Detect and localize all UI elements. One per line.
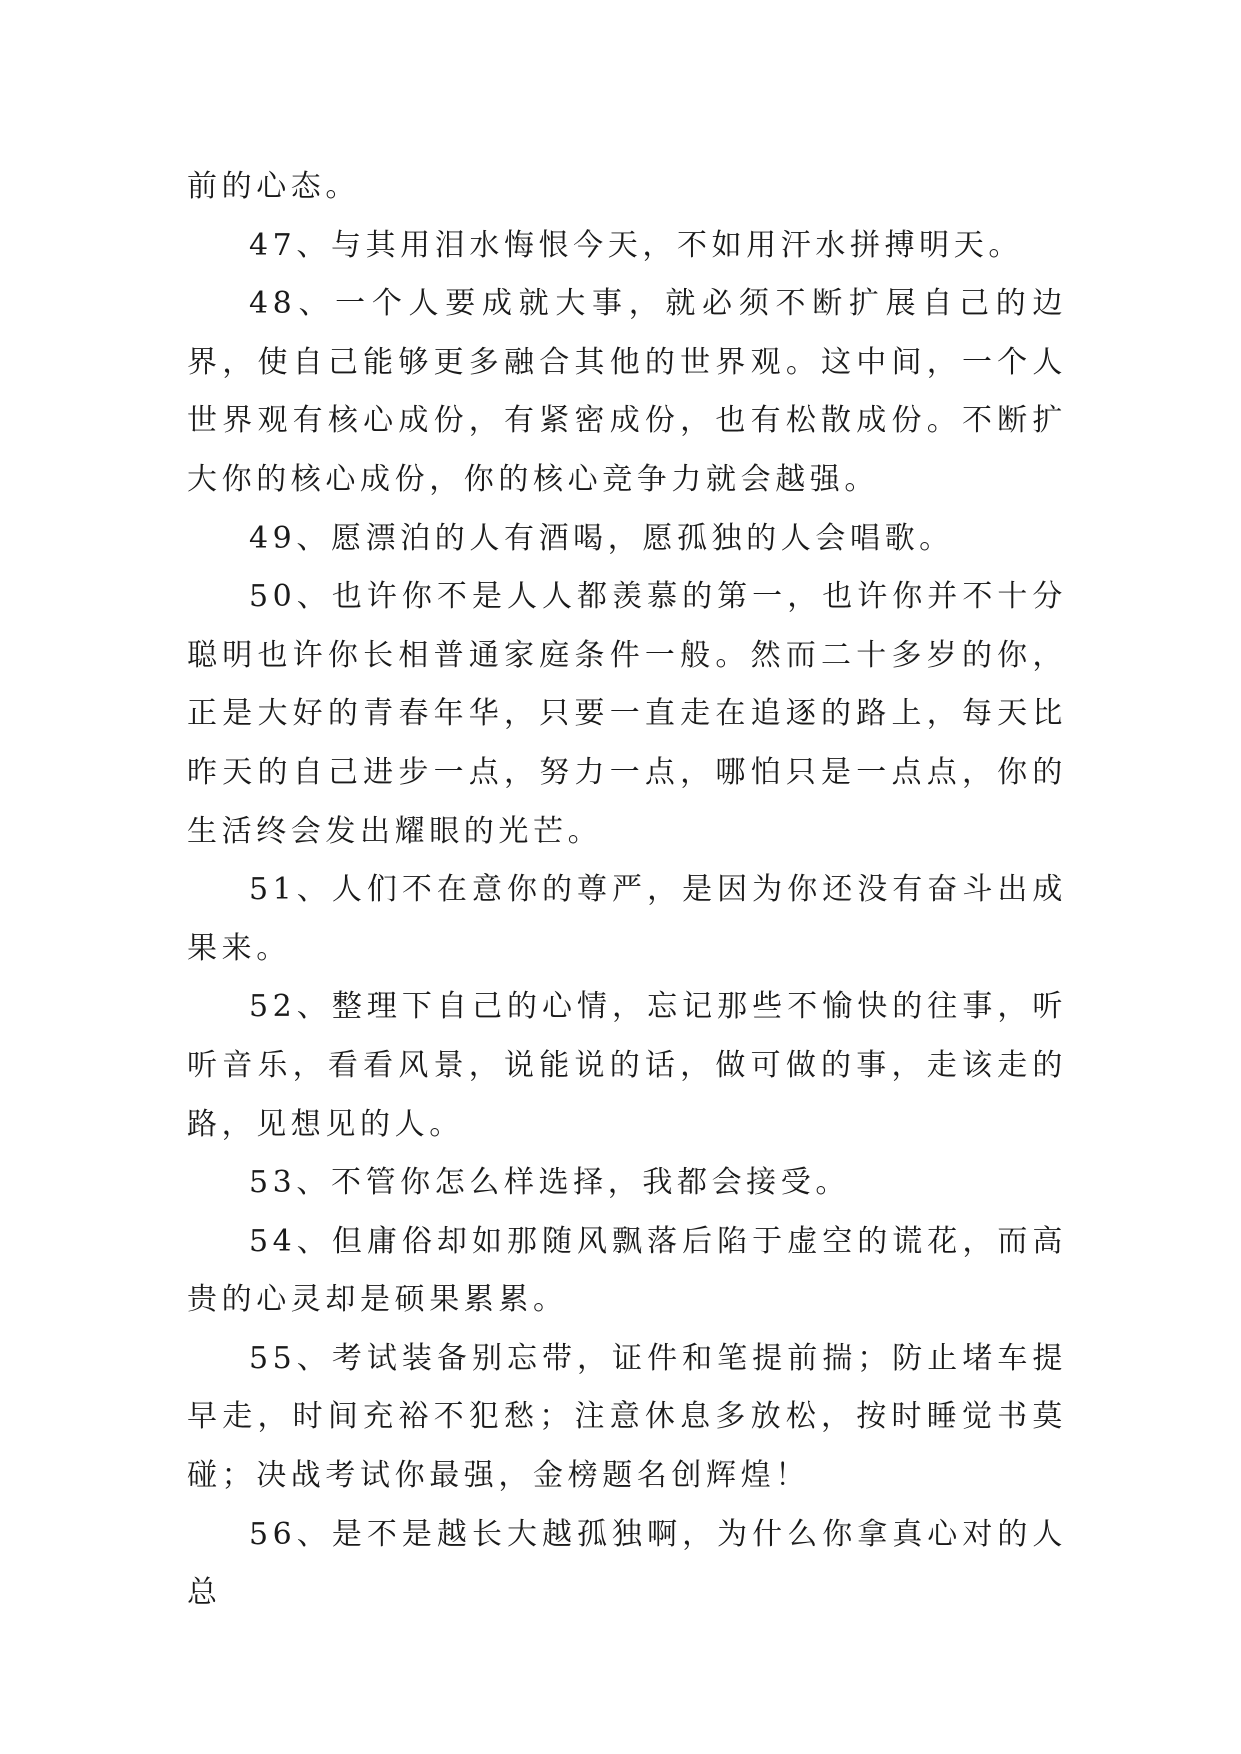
paragraph-54: 54、但庸俗却如那随风飘落后陷于虚空的谎花，而高贵的心灵却是硕果累累。 [187,1223,1067,1318]
document-body [187,158,1067,1623]
paragraph-51: 51、人们不在意你的尊严，是因为你还没有奋斗出成果来。 [187,872,1067,966]
paragraph-48: 48、一个人要成就大事，就必须不断扩展自己的边界，使自己能够更多融合其他的世界观。这中间，一个人世界观有核心成份，有紧密成份，也有松散成份。不断扩大你的核心成份，你的核心竞争力就会越强。 [187,286,1067,497]
paragraph-56: 56、是不是越长大越孤独啊，为什么你拿真心对的人总 [187,1516,1067,1611]
paragraph-0: 前的心态。 [187,169,360,204]
paragraph-52: 52、整理下自己的心情，忘记那些不愉快的往事，听听音乐，看看风景，说能说的话，做可做的事，走该走的路，见想见的人。 [187,989,1067,1142]
paragraph-47: 47、与其用泪水悔恨今天，不如用汗水拼搏明天。 [249,227,1023,263]
paragraph-53: 53、不管你怎么样选择，我都会接受。 [249,1165,850,1201]
paragraph-50: 50、也许你不是人人都羡慕的第一，也许你并不十分聪明也许你长相普通家庭条件一般。然而二十多岁的你，正是大好的青春年华，只要一直走在追逐的路上，每天比昨天的自己进步一点，努力一点，哪怕只是一点点，你的生活终会发出耀眼的光芒。 [187,579,1067,849]
paragraph-49: 49、愿漂泊的人有酒喝，愿孤独的人会唱歌。 [249,520,954,556]
paragraph-55: 55、考试装备别忘带，证件和笔提前揣；防止堵车提早走，时间充裕不犯愁；注意休息多放松，按时睡觉书莫碰；决战考试你最强，金榜题名创辉煌！ [187,1340,1067,1494]
